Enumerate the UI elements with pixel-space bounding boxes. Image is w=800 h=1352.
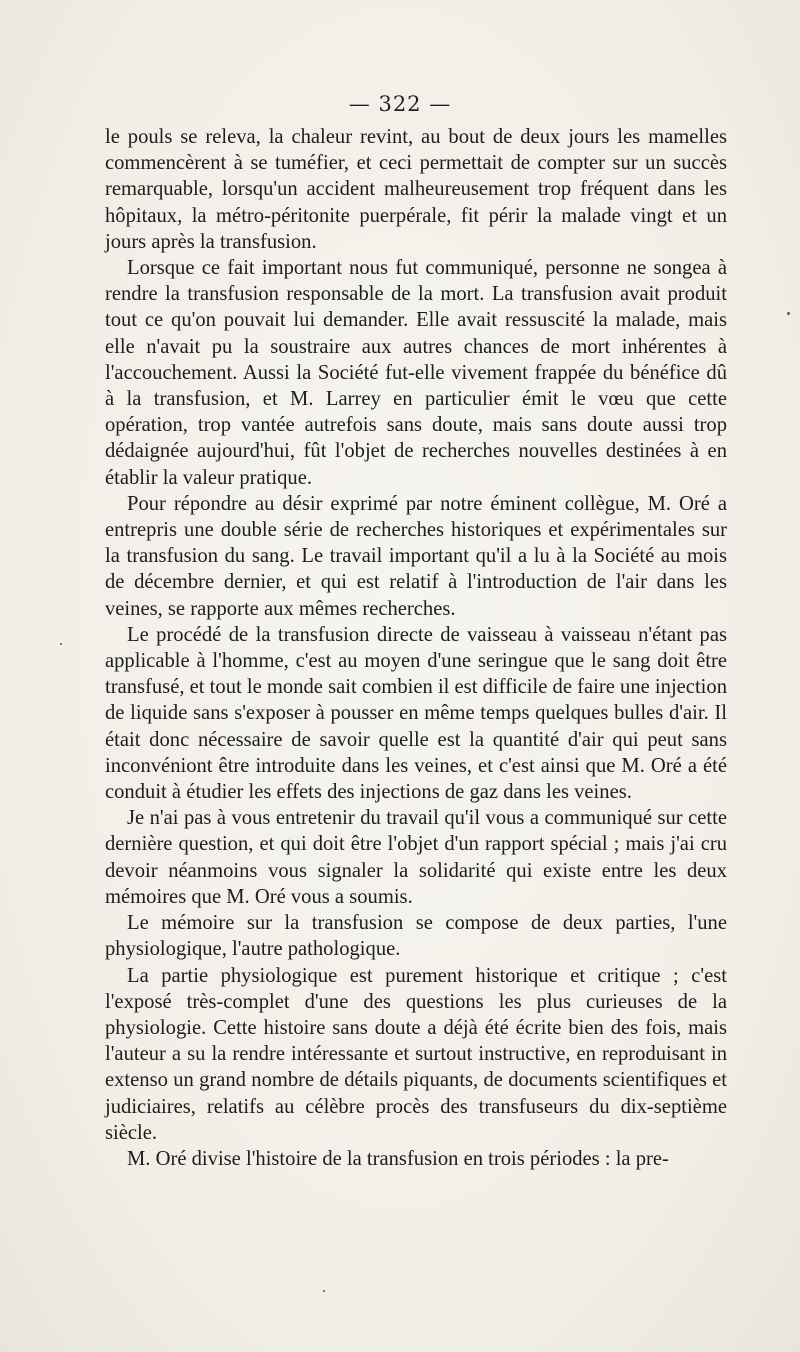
paragraph-7: La partie physiologique est purement historique et critique ; c'est l'exposé très-complet d'une des questions les plus curieuses de la physiologie. Cette histoire sans doute a déjà été écrite bien des fois, mais l'auteur a su la rendre intéressante et surtout instructive, en reproduisant in extenso un grand nombre de détails piquants, de documents scientifiques et judiciaires, relatifs au célèbre procès des transfuseurs du dix-septième siècle.	[105, 964, 727, 1144]
paragraph-2: Lorsque ce fait important nous fut communiqué, personne ne songea à rendre la transfusion responsable de la mort. La transfusion avait produit tout ce qu'on pouvait lui demander. Elle avait ressuscité la malade, mais elle n'avait pu la soustraire aux autres chances de mort inhérentes à l'accouchement. Aussi la Société fut-elle vivement frappée du bénéfice dû à la transfusion, et M. Larrey en particulier émit le vœu que cette opération, trop vantée autrefois sans doute, mais sans doute aussi trop dédaignée aujourd'hui, fût l'objet de recherches nouvelles destinées à en établir la valeur pratique.	[105, 257, 727, 489]
paragraph-8: M. Oré divise l'histoire de la transfusion en trois périodes : la pre-	[127, 1147, 669, 1170]
ink-speck	[323, 1290, 325, 1292]
paragraph-3: Pour répondre au désir exprimé par notre éminent collègue, M. Oré a entrepris une double série de recherches historiques et expérimentales sur la transfusion du sang. Le travail important qu'il a lu à la Société au mois de décembre dernier, et qui est relatif à l'introduction de l'air dans les veines, se rapporte aux mêmes recherches.	[105, 492, 727, 620]
paragraph-6: Le mémoire sur la transfusion se compose de deux parties, l'une physiologique, l'autre pathologique.	[105, 912, 727, 961]
paragraph-5: Je n'ai pas à vous entretenir du travail qu'il vous a communiqué sur cette dernière question, et qui doit être l'objet d'un rapport spécial ; mais j'ai cru devoir néanmoins vous signaler la solidarité qui existe entre les deux mémoires que M. Oré vous a soumis.	[105, 807, 727, 908]
paragraph-1: le pouls se releva, la chaleur revint, au bout de deux jours les mamelles commencèrent à se tuméfier, et ceci permettait de compter sur un succès remarquable, lorsqu'un accident malheureusement trop fréquent dans les hôpitaux, la métro-péritonite puerpérale, fit périr la malade vingt et un jours après la transfusion.	[105, 126, 727, 253]
page-number: — 322 —	[348, 92, 452, 116]
paragraph-4: Le procédé de la transfusion directe de vaisseau à vaisseau n'étant pas applicable à l'homme, c'est au moyen d'une seringue que le sang doit être transfusé, et tout le monde sait combien il est difficile de faire une injection de liquide sans s'exposer à pousser en même temps quelques bulles d'air. Il était donc nécessaire de savoir quelle est la quantité d'air qui peut sans inconvéniont être introduite dans les veines, et c'est ainsi que M. Oré a été conduit à étudier les effets des injections de gaz dans les veines.	[105, 623, 727, 804]
body-text	[105, 124, 727, 1172]
ink-speck	[787, 312, 790, 315]
ink-speck	[60, 643, 62, 645]
